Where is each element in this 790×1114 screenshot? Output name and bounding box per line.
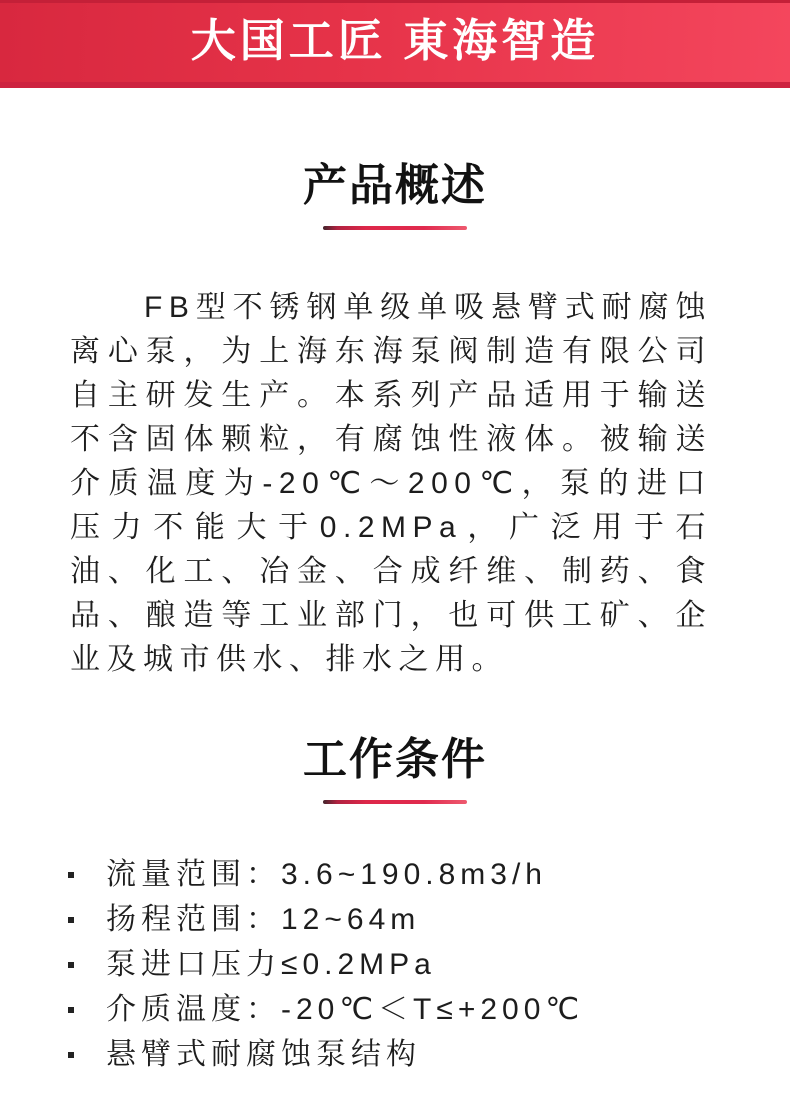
top-banner [0, 0, 790, 88]
bullet-dot-icon [68, 917, 74, 923]
overview-title-divider [323, 226, 467, 230]
bullet-dot-icon [68, 962, 74, 968]
bullet-dot-icon [68, 1007, 74, 1013]
condition-flow-range: 流量范围：3.6~190.8m3/h [106, 858, 547, 891]
section-working-conditions [0, 734, 790, 1077]
list-item [66, 897, 730, 942]
condition-medium-temperature: 介质温度：-20℃＜T≤+200℃ [106, 993, 585, 1026]
overview-section-title: 产品概述 [303, 161, 487, 210]
conditions-section-title: 工作条件 [303, 735, 487, 784]
section-product-overview [0, 160, 790, 682]
list-item [66, 852, 730, 897]
condition-head-range: 扬程范围：12~64m [106, 903, 421, 936]
bullet-dot-icon [68, 1052, 74, 1058]
list-item [66, 987, 730, 1032]
condition-inlet-pressure: 泵进口压力≤0.2MPa [106, 948, 436, 981]
overview-paragraph: FB型不锈钢单级单吸悬臂式耐腐蚀离心泵，为上海东海泵阀制造有限公司自主研发生产。本系列产品适用于输送不含固体颗粒，有腐蚀性液体。被输送介质温度为-20℃～200℃，泵的进口压力不能大于0.2MPa，广泛用于石油、化工、冶金、合成纤维、制药、食品、酿造等工业部门，也可供工矿、企业及城市供水、排水之用。 [70, 291, 712, 676]
condition-structure: 悬臂式耐腐蚀泵结构 [106, 1038, 421, 1071]
list-item [66, 1032, 730, 1077]
conditions-list [66, 852, 730, 1077]
conditions-title-divider [323, 800, 467, 804]
banner-title: 大国工匠 東海智造 [190, 15, 600, 66]
list-item [66, 942, 730, 987]
bullet-dot-icon [68, 872, 74, 878]
